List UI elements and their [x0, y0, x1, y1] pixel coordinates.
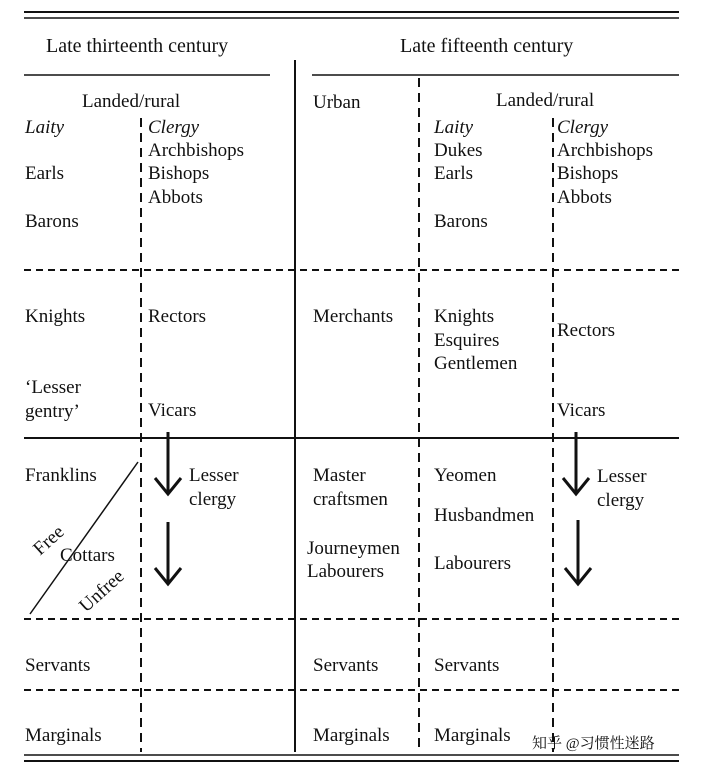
right-rural-marginals: Marginals	[434, 725, 511, 746]
left-servants: Servants	[25, 655, 91, 676]
free-label: Free	[29, 521, 69, 560]
right-barons: Barons	[434, 211, 488, 232]
right-rural-labourers: Labourers	[434, 553, 512, 574]
left-franklins: Franklins	[25, 465, 97, 486]
left-vicars: Vicars	[148, 400, 197, 421]
right-abbots: Abbots	[557, 187, 612, 208]
right-yeomen: Yeomen	[434, 465, 497, 486]
left-cottars: Cottars	[60, 545, 115, 566]
right-period-heading: Late fifteenth century	[400, 35, 574, 57]
right-urban-servants: Servants	[313, 655, 379, 676]
right-husbandmen: Husbandmen	[434, 505, 535, 526]
left-lesser-clergy-line2: clergy	[189, 489, 237, 510]
right-bishops: Bishops	[557, 163, 619, 184]
left-barons: Barons	[25, 211, 79, 232]
left-knights: Knights	[25, 306, 86, 327]
left-period-heading: Late thirteenth century	[46, 35, 229, 57]
watermark: 知乎 @习惯性迷路	[532, 736, 655, 752]
right-lesser-clergy-line1: Lesser	[597, 466, 647, 487]
left-earls: Earls	[25, 163, 65, 184]
right-lesser-clergy-line2: clergy	[597, 490, 645, 511]
right-esquires: Esquires	[434, 330, 500, 351]
right-urban-marginals: Marginals	[313, 725, 390, 746]
right-landed-rural-label: Landed/rural	[496, 90, 595, 111]
down-arrow-icon	[563, 432, 589, 494]
right-earls: Earls	[434, 163, 474, 184]
right-knights: Knights	[434, 306, 495, 327]
left-rectors: Rectors	[148, 306, 207, 327]
unfree-label: Unfree	[75, 565, 129, 617]
right-urban-label: Urban	[313, 92, 361, 113]
right-urban-labourers: Labourers	[307, 561, 385, 582]
right-archbishops: Archbishops	[557, 140, 654, 161]
down-arrow-icon	[565, 520, 591, 584]
left-archbishops: Archbishops	[148, 140, 245, 161]
left-marginals: Marginals	[25, 725, 102, 746]
left-landed-rural-label: Landed/rural	[82, 91, 181, 112]
right-dukes: Dukes	[434, 140, 483, 161]
right-journeymen: Journeymen	[307, 538, 400, 559]
down-arrow-icon	[155, 522, 181, 584]
left-bishops: Bishops	[148, 163, 210, 184]
right-vicars: Vicars	[557, 400, 606, 421]
right-laity-label: Laity	[434, 117, 474, 138]
right-master-line2: craftsmen	[313, 489, 388, 510]
left-lesser-clergy-line1: Lesser	[189, 465, 239, 486]
left-laity-label: Laity	[25, 117, 65, 138]
right-master-line1: Master	[313, 465, 366, 486]
left-lesser-gentry-line2: gentry’	[25, 401, 80, 422]
left-abbots: Abbots	[148, 187, 203, 208]
right-clergy-label: Clergy	[557, 117, 609, 138]
right-rural-servants: Servants	[434, 655, 500, 676]
down-arrow-icon	[155, 432, 181, 494]
right-gentlemen: Gentlemen	[434, 353, 518, 374]
left-clergy-label: Clergy	[148, 117, 200, 138]
right-merchants: Merchants	[313, 306, 394, 327]
right-rectors: Rectors	[557, 320, 616, 341]
left-lesser-gentry-line1: ‘Lesser	[25, 377, 81, 398]
